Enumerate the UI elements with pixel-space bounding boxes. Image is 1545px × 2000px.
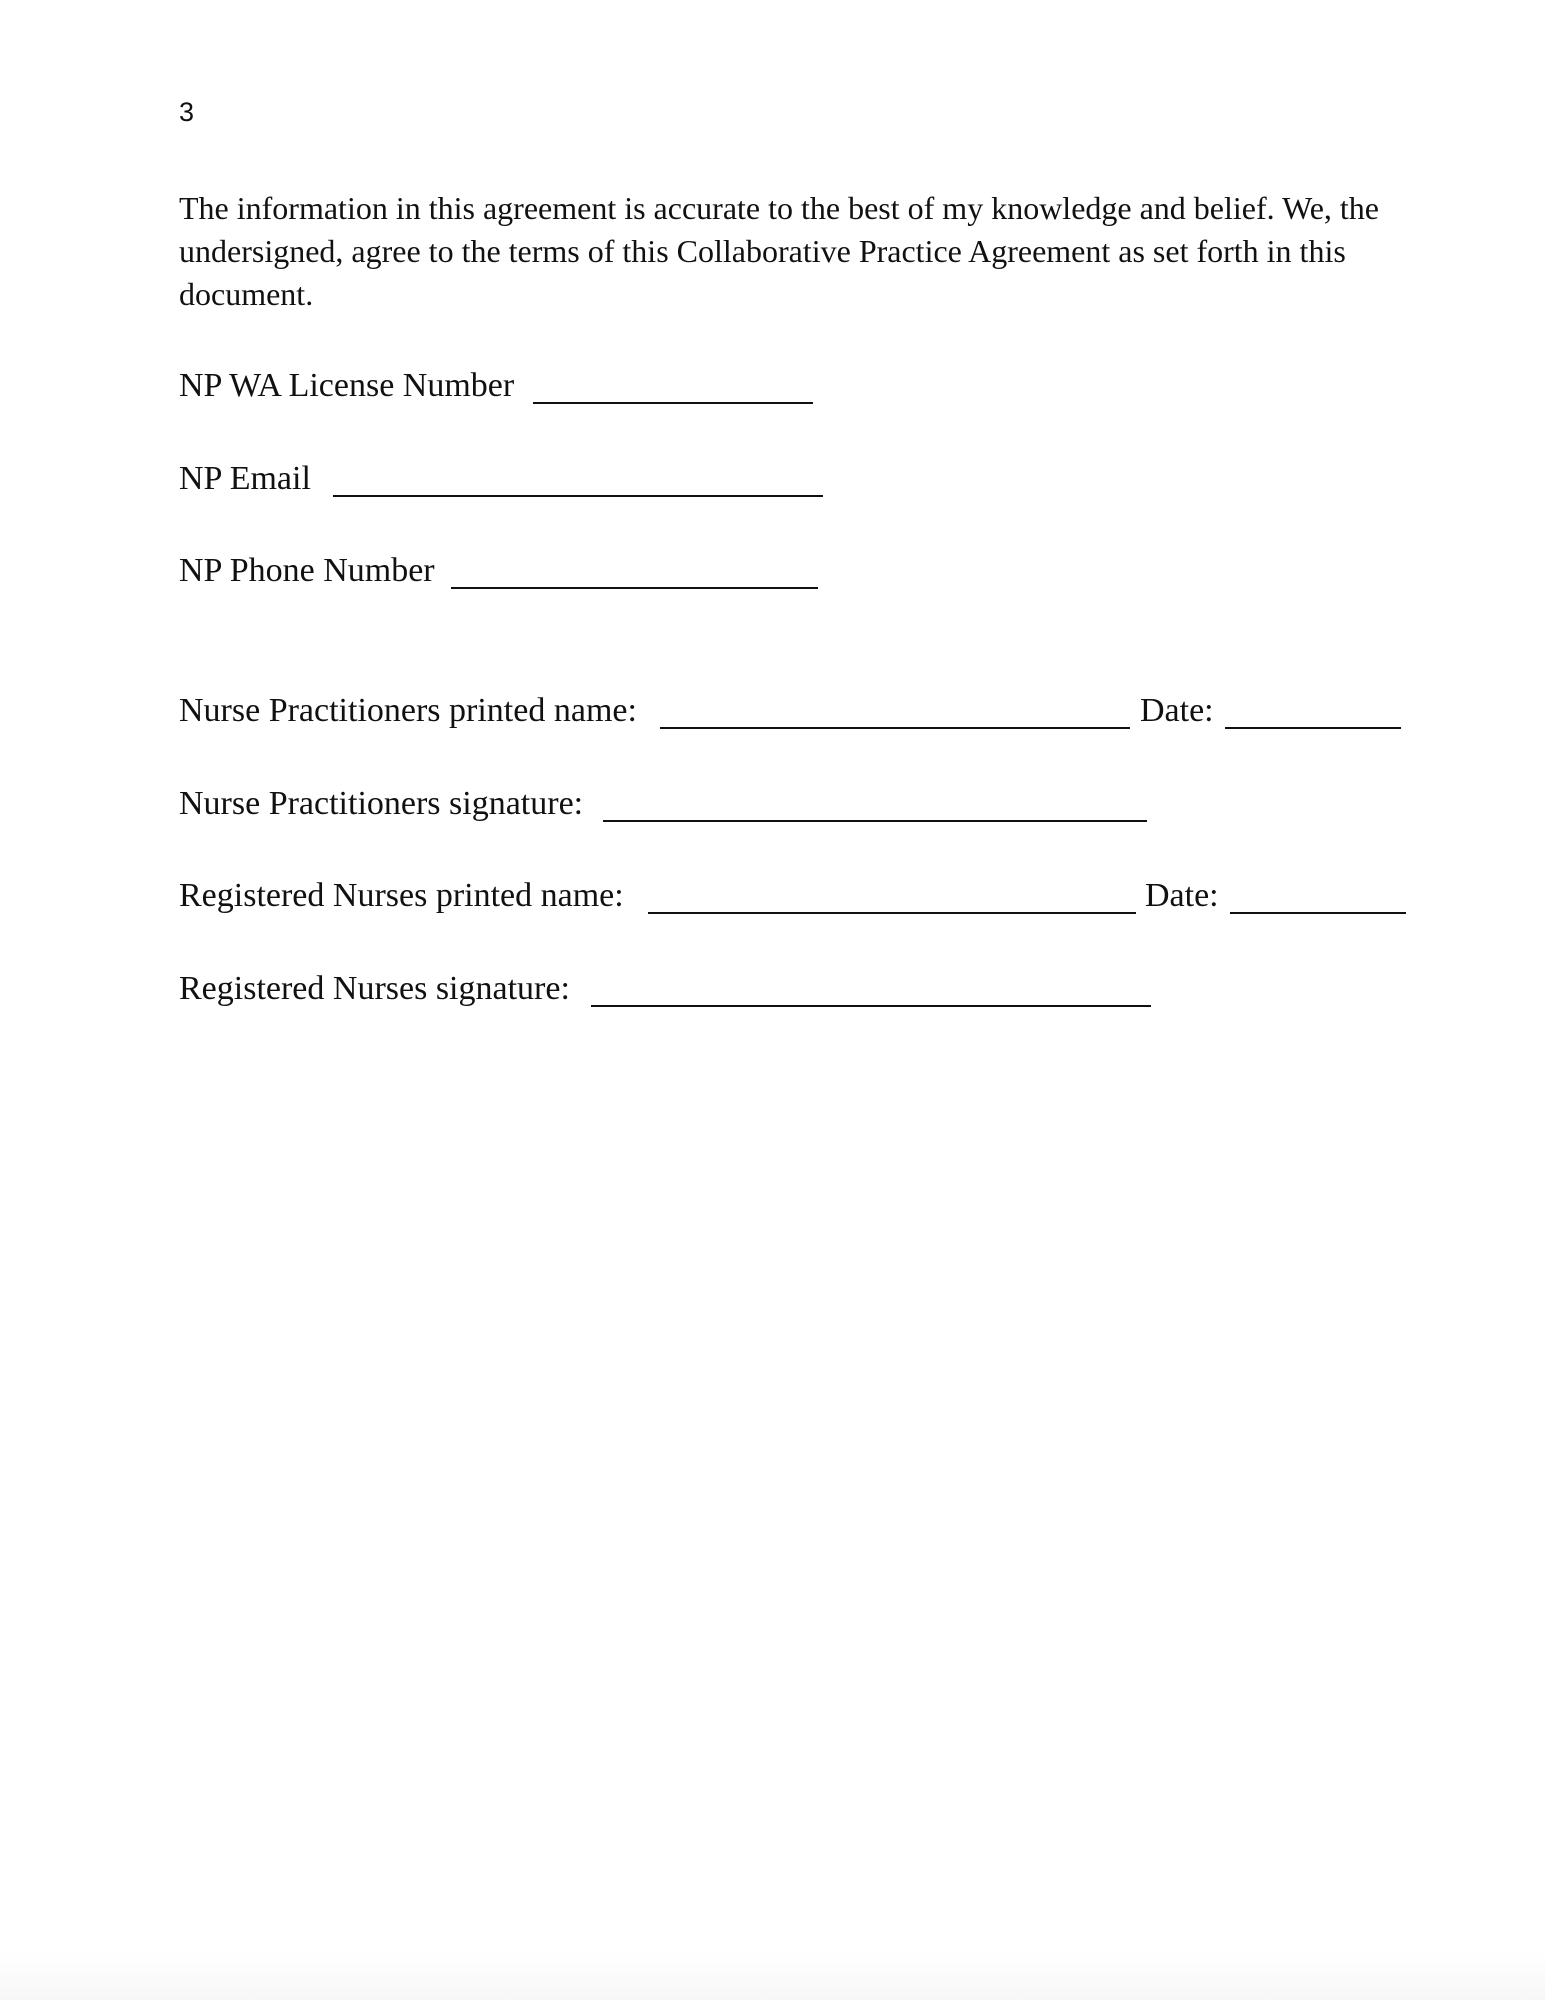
rn-date-blank[interactable] — [1230, 912, 1406, 914]
np-printed-name-blank[interactable] — [660, 727, 1130, 729]
np-email-label: NP Email — [179, 460, 311, 497]
np-email-blank[interactable] — [333, 495, 823, 497]
page-bottom-edge — [0, 1950, 1545, 2000]
np-date-label: Date: — [1140, 692, 1214, 729]
np-printed-name-label: Nurse Practitioners printed name: — [179, 692, 637, 729]
np-phone-blank[interactable] — [451, 587, 818, 589]
rn-date-label: Date: — [1145, 877, 1219, 914]
np-signature-blank[interactable] — [603, 820, 1147, 822]
np-license-label: NP WA License Number — [179, 367, 515, 404]
agreement-statement: The information in this agreement is accurate to the best of my knowledge and belief. We, the undersigned, agree to the terms of this Collaborative Practice Agreement as set forth in this document. — [179, 190, 1379, 312]
rn-signature-label: Registered Nurses signature: — [179, 970, 570, 1007]
np-date-blank[interactable] — [1225, 727, 1401, 729]
page-number: 3 — [179, 97, 195, 127]
np-signature-label: Nurse Practitioners signature: — [179, 785, 584, 822]
rn-printed-name-label: Registered Nurses printed name: — [179, 877, 624, 914]
np-license-blank[interactable] — [533, 402, 813, 404]
np-phone-label: NP Phone Number — [179, 552, 435, 589]
rn-signature-blank[interactable] — [591, 1005, 1151, 1007]
rn-printed-name-blank[interactable] — [648, 912, 1136, 914]
